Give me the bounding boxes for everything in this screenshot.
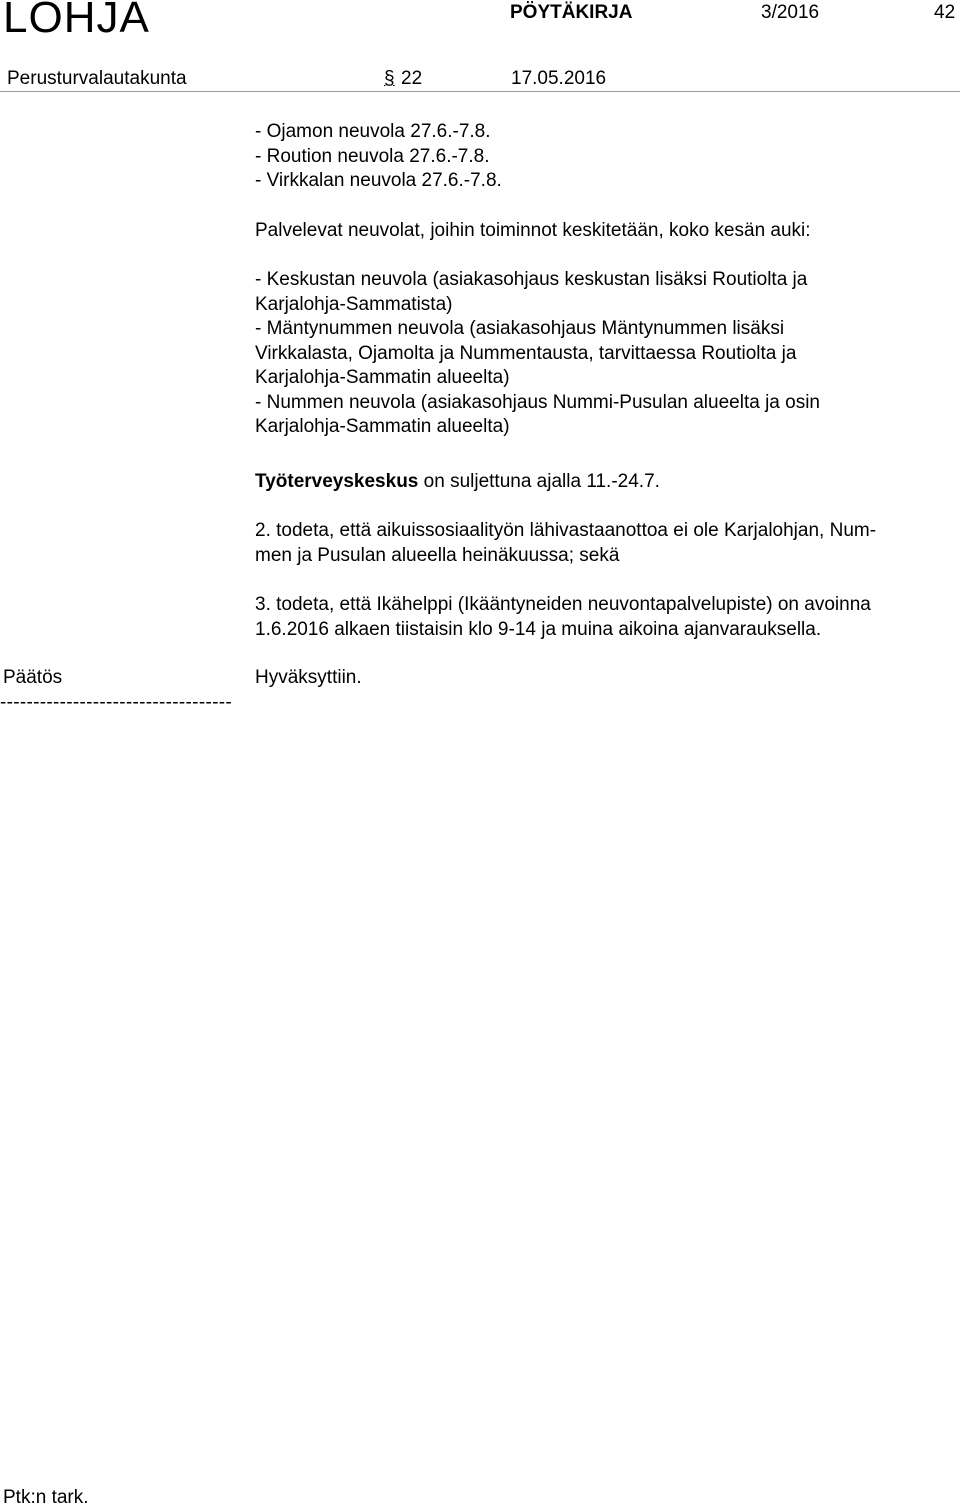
document-type: PÖYTÄKIRJA [510,2,633,23]
serving-line: Karjalohja-Sammatin alueelta) [255,416,510,437]
decision-text: Hyväksyttiin. [255,667,362,688]
occupational-health-text: on suljettuna ajalla 11.-24.7. [418,471,660,492]
serving-line: Virkkalasta, Ojamolta ja Nummentausta, tarvittaessa Routiolta ja [255,342,797,364]
decision-separator: ----------------------------------- [0,692,232,713]
committee-name: Perusturvalautakunta [7,68,187,89]
serving-line: - Nummen neuvola (asiakasohjaus Nummi-Pusulan alueelta ja osin [255,391,820,413]
document-number: 3/2016 [761,2,820,23]
item-3 [255,593,955,642]
closure-item: - Virkkalan neuvola 27.6.-7.8. [255,170,502,191]
decision-label: Päätös [3,667,63,688]
item-3-line: 1.6.2016 alkaen tiistaisin klo 9-14 ja muina aikoina ajanvarauksella. [255,618,822,640]
item-2-line: 2. todeta, että aikuissosiaalityön lähivastaanottoa ei ole Karjalohjan, Num- [255,520,877,541]
item-2 [255,519,955,568]
header-divider [0,91,960,92]
section-sign: § [384,68,395,89]
lohja-logo: LOHJA [3,0,150,42]
meeting-date: 17.05.2016 [511,68,607,89]
item-2-line: men ja Pusulan alueella heinäkuussa; sekä [255,544,620,566]
serving-line: - Keskustan neuvola (asiakasohjaus keskustan lisäksi Routiolta ja [255,269,808,290]
serving-intro: Palvelevat neuvolat, joihin toiminnot keskitetään, koko kesän auki: [255,220,811,241]
section-number: 22 [401,68,423,89]
serving-line: Karjalohja-Sammatista) [255,293,453,315]
occupational-health-title: Työterveyskeskus [255,471,419,492]
serving-line: Karjalohja-Sammatin alueelta) [255,367,510,388]
closure-item: - Roution neuvola 27.6.-7.8. [255,145,490,167]
serving-line: - Mäntynummen neuvola (asiakasohjaus Mäntynummen lisäksi [255,318,785,339]
serving-clinics [255,268,955,440]
page-number: 42 [934,2,956,23]
closure-item: - Ojamon neuvola 27.6.-7.8. [255,121,491,142]
occupational-health-note [255,470,955,495]
item-3-line: 3. todeta, että Ikähelppi (Ikääntyneiden neuvontapalvelupiste) on avoinna [255,594,871,615]
closure-list [255,120,955,194]
minutes-check-label: Ptk:n tark. [3,1487,89,1508]
